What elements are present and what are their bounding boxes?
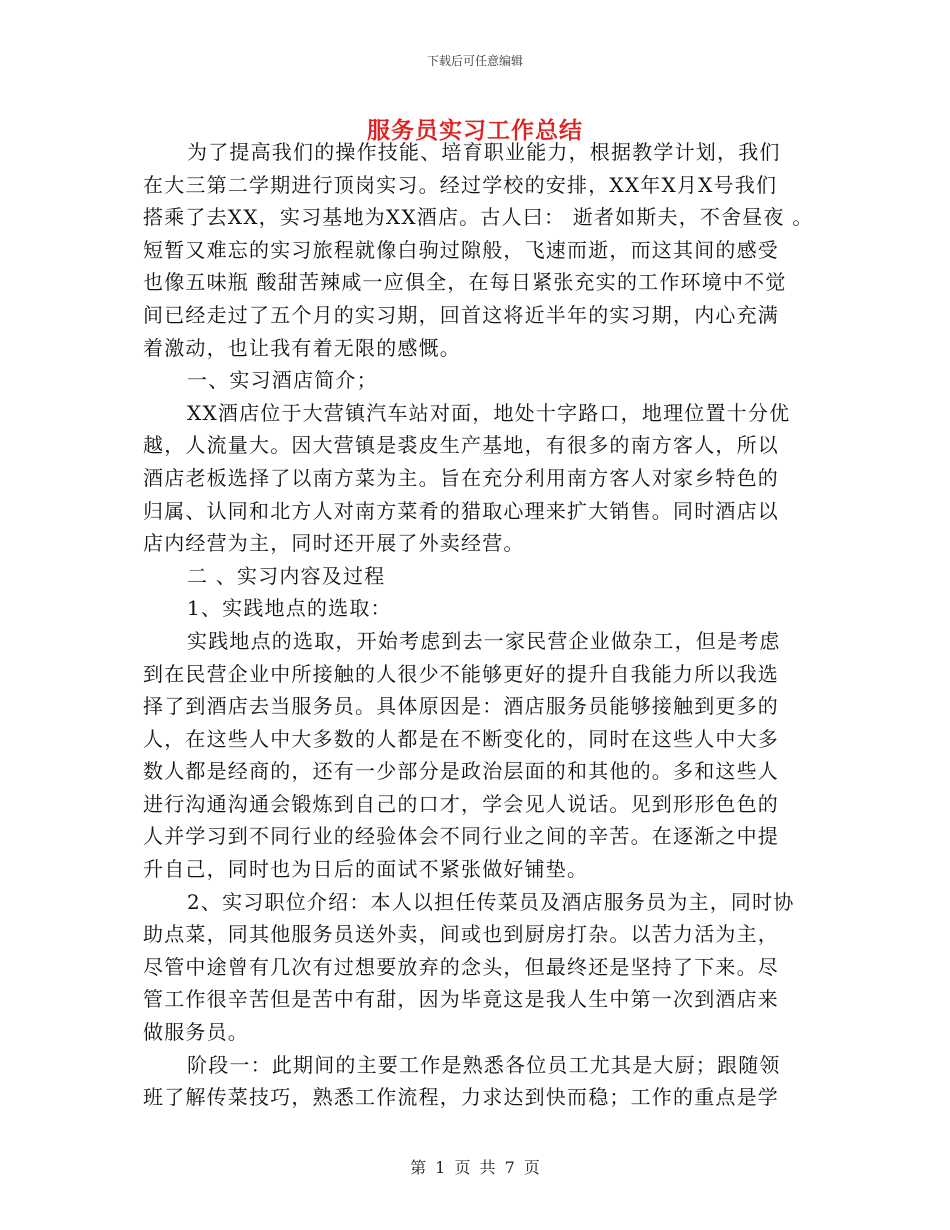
document-body	[143, 136, 823, 1114]
body-line: 班了解传菜技巧，熟悉工作流程，力求达到快而稳；工作的重点是学	[143, 1085, 779, 1110]
section-heading: 一、实习酒店简介；	[187, 368, 378, 393]
subsection-heading: 1、实践地点的选取：	[187, 596, 392, 621]
body-line: 短暂又难忘的实习旅程就像白驹过隙般，飞速而逝，而这其间的感受	[143, 237, 779, 262]
body-line: 归属、认同和北方人对南方菜肴的猎取心理来扩大销售。同时酒店以	[143, 498, 779, 523]
body-line: 数人都是经商的，还有一少部分是政治层面的和其他的。多和这些人	[143, 759, 779, 784]
body-line: 管工作很辛苦但是苦中有甜，因为毕竟这是我人生中第一次到酒店来	[143, 987, 779, 1012]
body-line: 实践地点的选取，开始考虑到去一家民营企业做杂工，但是考虑	[187, 628, 781, 653]
body-line: 间已经走过了五个月的实习期，回首这将近半年的实习期，内心充满	[143, 302, 779, 327]
body-line: 着激动，也让我有着无限的感慨。	[143, 335, 461, 360]
body-line: 在大三第二学期进行顶岗实习。经过学校的安排，XX年X月X号我们	[143, 172, 778, 197]
body-line: 越，人流量大。因大营镇是裘皮生产基地，有很多的南方客人，所以	[143, 433, 779, 458]
body-line: 店内经营为主，同时还开展了外卖经营。	[143, 531, 525, 556]
body-line: 助点菜，同其他服务员送外卖，间或也到厨房打杂。以苦力活为主，	[143, 922, 779, 947]
body-line: 择了到酒店去当服务员。具体原因是：酒店服务员能够接触到更多的	[143, 694, 779, 719]
body-line: 阶段一：此期间的主要工作是熟悉各位员工尤其是大厨；跟随领	[187, 1052, 781, 1077]
page-header-note: 下载后可任意编辑	[426, 54, 523, 68]
body-line: 人，在这些人中大多数的人都是在不断变化的，同时在这些人中大多	[143, 726, 779, 751]
body-line: 进行沟通沟通会锻炼到自己的口才，学会见人说话。见到形形色色的	[143, 791, 779, 816]
body-line: 升自己，同时也为日后的面试不紧张做好铺垫。	[143, 857, 589, 882]
body-line: 到在民营企业中所接触的人很少不能够更好的提升自我能力所以我选	[143, 661, 779, 686]
body-line: 2、实习职位介绍：本人以担任传菜员及酒店服务员为主，同时协	[187, 889, 795, 914]
body-line: 人并学习到不同行业的经验体会不同行业之间的辛苦。在逐渐之中提	[143, 824, 779, 849]
body-line: 为了提高我们的操作技能、培育职业能力，根据教学计划，我们	[187, 140, 781, 164]
body-line: 也像五味瓶 酸甜苦辣咸一应俱全，在每日紧张充实的工作环境中不觉	[143, 270, 787, 295]
document-title: 服务员实习工作总结	[367, 118, 583, 144]
body-line: 酒店老板选择了以南方菜为主。旨在充分利用南方客人对家乡特色的	[143, 465, 779, 490]
body-line: 做服务员。	[143, 1020, 249, 1045]
body-line: 尽管中途曾有几次有过想要放弃的念头，但最终还是坚持了下来。尽	[143, 954, 779, 979]
section-heading: 二 、实习内容及过程	[187, 563, 386, 588]
body-line: 搭乘了去XX，实习基地为XX酒店。古人曰： 逝者如斯夫，不舍昼夜 。	[143, 205, 814, 230]
page-number: 第 1 页 共 7 页	[410, 1158, 540, 1177]
body-line: XX酒店位于大营镇汽车站对面，地处十字路口，地理位置十分优	[187, 400, 791, 425]
